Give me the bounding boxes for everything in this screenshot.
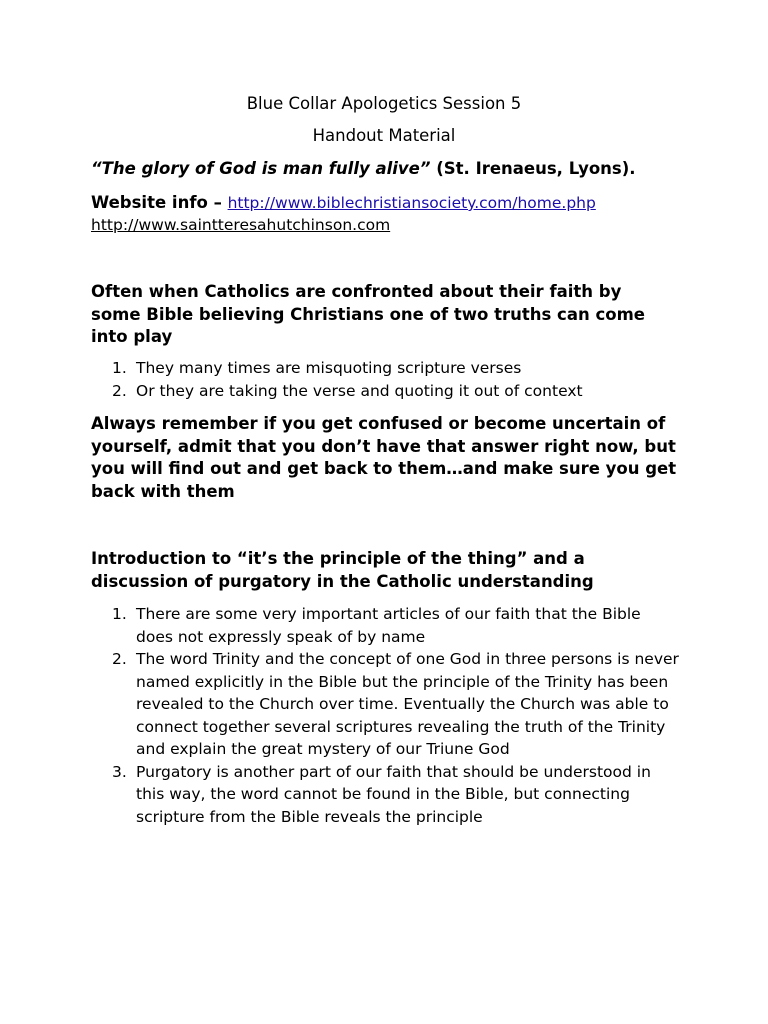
website-link-saintteresahutchinson[interactable]: http://www.saintteresahutchinson.com [91, 216, 391, 234]
list-item [91, 380, 691, 403]
list-item-text: The word Trinity and the concept of one God in three persons is never named explicitly in the Bible but the principle of the Trinity has been revealed to the Church over time. Eventually the Church was able to connect together several scriptures revealing the truth of the Trinity and explain the great mystery of our Triune God [136, 650, 679, 758]
list-item-number: 1. [112, 359, 127, 377]
list-item [91, 357, 691, 380]
document-title: Blue Collar Apologetics Session 5 [246, 94, 522, 113]
website-label: Website info – [91, 193, 228, 212]
quote-attribution: (St. Irenaeus, Lyons). [430, 159, 636, 178]
list-two-truths [91, 357, 691, 402]
quote-text: “The glory of God is man fully alive” [91, 159, 431, 178]
quote-line [91, 158, 636, 180]
paragraph-always-remember: Always remember if you get confused or become uncertain of yourself, admit that you don’t have that answer right now, but you will find out and get back to them…and make sure you get back with them [91, 414, 677, 501]
list-item-number: 1. [112, 605, 127, 623]
list-item-text: Or they are taking the verse and quoting it out of context [136, 381, 583, 400]
website-info-line [91, 192, 596, 214]
paragraph-introduction: Introduction to “it’s the principle of the thing” and a discussion of purgatory in the Catholic understanding [91, 549, 594, 591]
list-item-text: There are some very important articles of our faith that the Bible does not expressly speak of by name [136, 605, 641, 646]
list-item [91, 603, 691, 648]
list-item-text: They many times are misquoting scripture verses [136, 359, 522, 377]
list-item [91, 648, 691, 761]
list-item-text: Purgatory is another part of our faith that should be understood in this way, the word cannot be found in the Bible, but connecting scripture from the Bible reveals the principle [136, 762, 651, 826]
list-item [91, 761, 691, 829]
website-link-biblechristiansociety[interactable]: http://www.biblechristiansociety.com/home.php [227, 194, 596, 212]
list-item-number: 2. [112, 381, 127, 400]
list-principles [91, 603, 691, 828]
document-subtitle: Handout Material [312, 126, 456, 145]
paragraph-confronted: Often when Catholics are confronted about their faith by some Bible believing Christians one of two truths can come into play [91, 282, 645, 346]
list-item-number: 2. [112, 650, 127, 668]
list-item-number: 3. [112, 762, 127, 781]
